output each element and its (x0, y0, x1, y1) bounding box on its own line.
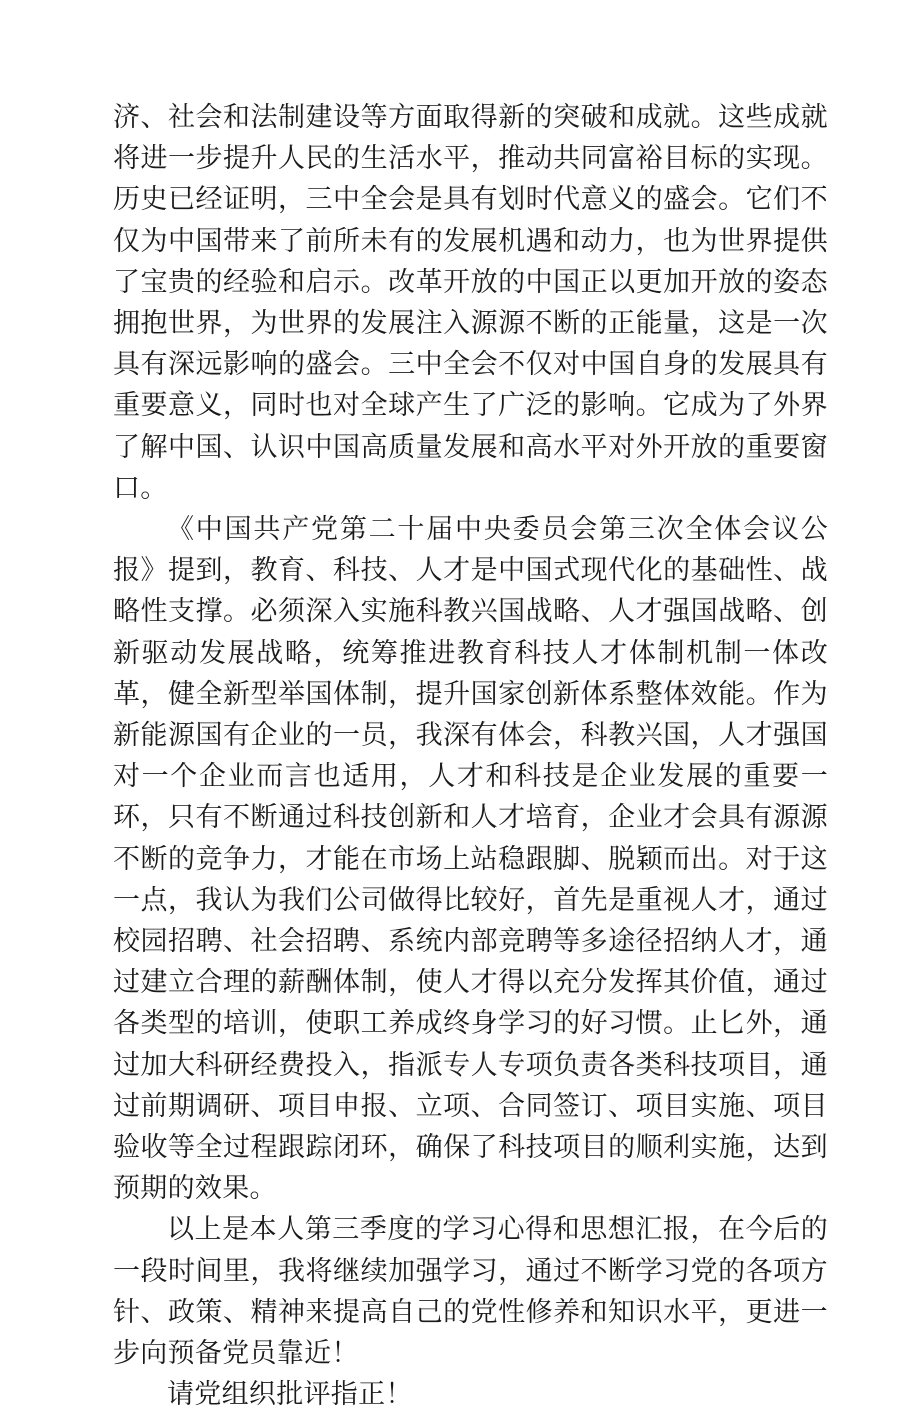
paragraph-1: 济、社会和法制建设等方面取得新的突破和成就。这些成就将进一步提升人民的生活水平，推动共同富裕目标的实现。历史已经证明，三中全会是具有划时代意义的盛会。它们不仅为中国带来了前所未有的发展机遇和动力，也为世界提供了宝贵的经验和启示。改革开放的中国正以更加开放的姿态拥抱世界，为世界的发展注入源源不断的正能量，这是一次具有深远影响的盛会。三中全会不仅对中国自身的发展具有重要意义，同时也对全球产生了广泛的影响。它成为了外界了解中国、认识中国高质量发展和高水平对外开放的重要窗口。 (113, 102, 828, 504)
document-body (113, 97, 828, 1416)
paragraph-3: 以上是本人第三季度的学习心得和思想汇报，在今后的一段时间里，我将继续加强学习，通过不断学习党的各项方针、政策、精神来提高自己的党性修养和知识水平，更进一步向预备党员靠近！ (113, 1214, 828, 1370)
paragraph-4: 请党组织批评指正！ (167, 1379, 413, 1411)
paragraph-2: 《中国共产党第二十届中央委员会第三次全体会议公报》提到，教育、科技、人才是中国式现代化的基础性、战略性支撑。必须深入实施科教兴国战略、人才强国战略、创新驱动发展战略，统筹推进教育科技人才体制机制一体改革，健全新型举国体制，提升国家创新体系整体效能。作为新能源国有企业的一员，我深有体会，科教兴国，人才强国对一个企业而言也适用，人才和科技是企业发展的重要一环，只有不断通过科技创新和人才培育，企业才会具有源源不断的竞争力，才能在市场上站稳跟脚、脱颖而出。对于这一点，我认为我们公司做得比较好，首先是重视人才，通过校园招聘、社会招聘、系统内部竞聘等多途径招纳人才，通过建立合理的薪酬体制，使人才得以充分发挥其价值，通过各类型的培训，使职工养成终身学习的好习惯。止匕外，通过加大科研经费投入，指派专人专项负责各类科技项目，通过前期调研、项目申报、立项、合同签订、项目实施、项目验收等全过程跟踪闭环，确保了科技项目的顺利实施，达到预期的效果。 (113, 514, 828, 1205)
